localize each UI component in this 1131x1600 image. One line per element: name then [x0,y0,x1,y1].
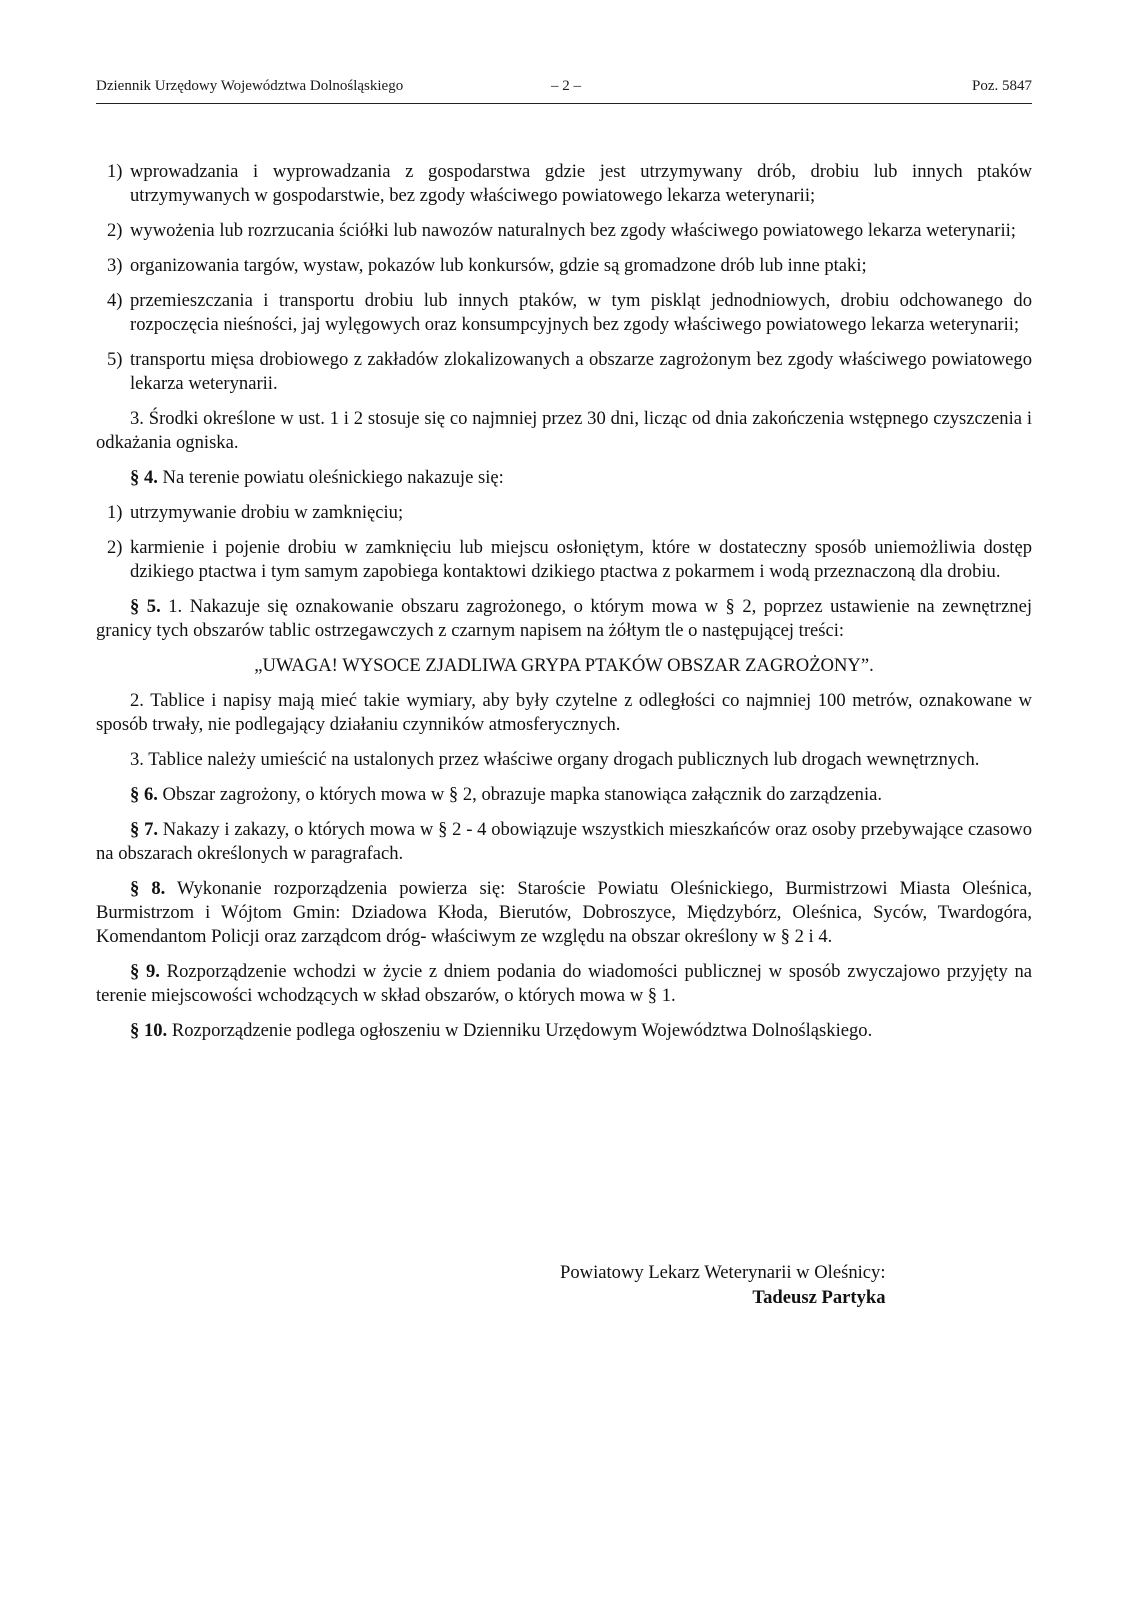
list-item-text: transportu mięsa drobiowego z zakładów zlokalizowanych a obszarze zagrożonym bez zgody właściwego powiatowego lekarza weterynarii. [130,349,1032,394]
section-label: § 4. [130,467,158,488]
section-6 [96,783,1032,807]
page-header [96,78,1032,100]
position-number: Poz. 5847 [972,78,1032,94]
list-item-number: 2) [107,220,123,241]
section-label: § 10. [130,1020,168,1041]
list-item-number: 2) [107,537,123,558]
section-text: Rozporządzenie podlega ogłoszeniu w Dzienniku Urzędowym Województwa Dolnośląskiego. [167,1020,873,1041]
section-text: 1. Nakazuje się oznakowanie obszaru zagrożonego, o którym mowa w § 2, poprzez ustawienie na zewnętrznej granicy tych obszarów tablic ostrzegawczych z czarnym napisem na żółtym tle o następującej treści: [96,596,1032,641]
list-item [96,289,1032,337]
section-label: § 8. [130,878,166,899]
section-4 [96,466,1032,490]
list-item-text: wprowadzania i wyprowadzania z gospodarstwa gdzie jest utrzymywany drób, drobiu lub innych ptaków utrzymywanych w gospodarstwie, bez zgody właściwego powiatowego lekarza weterynarii; [130,161,1032,206]
list-item [96,219,1032,243]
list-item-text: wywożenia lub rozrzucania ściółki lub nawozów naturalnych bez zgody właściwego powiatowego lekarza weterynarii; [130,220,1016,241]
list-item [96,160,1032,208]
section-text: Na terenie powiatu oleśnickiego nakazuje się: [157,467,504,488]
section-5-paragraph-2: 2. Tablice i napisy mają mieć takie wymiary, aby były czytelne z odległości co najmniej 100 metrów, oznakowane w sposób trwały, nie podlegający działaniu czynników atmosferycznych. [96,690,1032,735]
section-text: Wykonanie rozporządzenia powierza się: Staroście Powiatu Oleśnickiego, Burmistrzowi Miasta Oleśnica, Burmistrzom i Wójtom Gmin: Dziadowa Kłoda, Bierutów, Dobroszyce, Międzybórz, Oleśnica, Syców, Twardogóra, Komendantom Policji oraz zarządcom dróg- właściwym ze względu na obszar określony w § 2 i 4. [96,878,1032,947]
section-8 [96,877,1032,949]
signatory-title: Powiatowy Lekarz Weterynarii w Oleśnicy: [560,1262,886,1283]
list-item-text: przemieszczania i transportu drobiu lub innych ptaków, w tym piskląt jednodniowych, drobiu odchowanego do rozpoczęcia nieśności, jaj wylęgowych oraz konsumpcyjnych bez zgody właściwego powiatowego lekarza weterynarii; [130,290,1032,335]
warning-sign-text: „UWAGA! WYSOCE ZJADLIWA GRYPA PTAKÓW OBSZAR ZAGROŻONY”. [254,655,874,676]
section-text: Nakazy i zakazy, o których mowa w § 2 - 4 obowiązuje wszystkich mieszkańców oraz osoby przebywające czasowo na obszarach określonych w paragrafach. [96,819,1032,864]
signatory-name: Tadeusz Partyka [752,1287,886,1308]
list-item-number: 1) [107,161,123,182]
list-item-text: organizowania targów, wystaw, pokazów lub konkursów, gdzie są gromadzone drób lub inne ptaki; [130,255,867,276]
page-number: – 2 – [551,78,581,94]
section-label: § 7. [130,819,159,840]
section-9 [96,960,1032,1008]
section-5 [96,595,1032,643]
section-7 [96,818,1032,866]
signature-block [560,1260,886,1310]
list-item [96,348,1032,396]
paragraph-3: 3. Środki określone w ust. 1 i 2 stosuje się co najmniej przez 30 dni, licząc od dnia zakończenia wstępnego czyszczenia i odkażania ogniska. [96,408,1032,453]
journal-title: Dziennik Urzędowy Województwa Dolnośląskiego [96,78,404,94]
list-item-number: 3) [107,255,123,276]
section-5-paragraph-3: 3. Tablice należy umieścić na ustalonych przez właściwe organy drogach publicznych lub drogach wewnętrznych. [130,749,980,770]
section-text: Rozporządzenie wchodzi w życie z dniem podania do wiadomości publicznej w sposób zwyczajowo przyjęty na terenie miejscowości wchodzących w skład obszarów, o których mowa w § 1. [96,961,1033,1006]
section-label: § 9. [130,961,160,982]
list-item-number: 4) [107,290,123,311]
section-10 [96,1019,1032,1043]
header-divider [96,103,1032,104]
document-body [96,160,1032,1054]
list-item-text: utrzymywanie drobiu w zamknięciu; [130,502,404,523]
list-item [96,254,1032,278]
list-item-number: 1) [107,502,123,523]
section-label: § 6. [130,784,158,805]
section-text: Obszar zagrożony, o których mowa w § 2, obrazuje mapka stanowiąca załącznik do zarządzenia. [157,784,883,805]
section-label: § 5. [130,596,161,617]
list-item-text: karmienie i pojenie drobiu w zamknięciu lub miejscu osłoniętym, które w dostateczny sposób uniemożliwia dostęp dzikiego ptactwa i tym samym zapobiega kontaktowi dzikiego ptactwa z pokarmem i wodą przeznaczoną dla drobiu. [130,537,1032,582]
list-item [96,536,1032,584]
list-item-number: 5) [107,349,123,370]
list-item [96,501,1032,525]
